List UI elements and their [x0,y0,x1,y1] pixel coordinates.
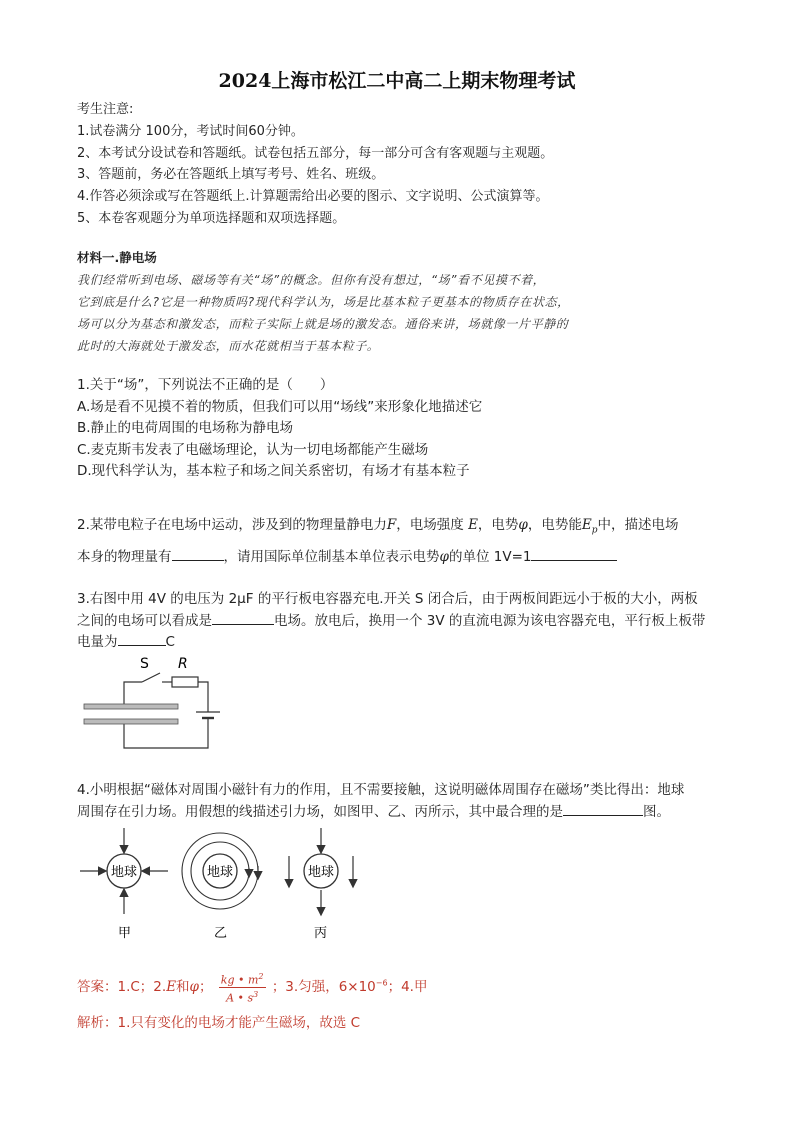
symbol-f: F [386,517,397,533]
switch-label: S [140,656,149,672]
diagram-yi [182,833,258,941]
analysis-line: 解析：1.只有变化的电场才能产生磁场，故选 C [77,1015,361,1031]
material-line-1: 我们经常听到电场、磁场等有关“场”的概念。但你有没有想过，“场”看不见摸不着， [77,273,546,287]
symbol-ep: E [581,517,592,533]
notice-item-4: 4.作答必须涂或写在答题纸上.计算题需给出必要的图示、文字说明、公式演算等。 [77,189,549,204]
notice-item-2: 2、本考试分设试卷和答题纸。试卷包括五部分，每一部分可含有客观题与主观题。 [77,146,554,161]
capacitor-top-plate [84,704,178,709]
answer-blank[interactable] [563,803,643,816]
capacitor-circuit-diagram [80,652,220,752]
q2-line-1: 2.某带电粒子在电场中运动，涉及到的物理量静电力F，电场强度 E，电势φ，电势能$E_p$中，描述电场 [77,517,679,536]
notice-item-3: 3、答题前，务必在答题纸上填写考号、姓名、班级。 [77,167,385,182]
answer-blank[interactable] [531,548,617,561]
q3-line-1: 3.右图中用 4V 的电压为 2μF 的平行板电容器充电.开关 S 闭合后，由于两板间距远小于板的大小，两板 [77,591,698,607]
resistor-icon [172,677,198,687]
q1-stem: 1.关于“场”，下列说法不正确的是（ ） [77,377,334,393]
q4-line-2: 周围存在引力场。用假想的线描述引力场，如图甲、乙、丙所示，其中最合理的是 图。 [77,804,670,820]
q3-line-2: 之间的电场可以看成是 电场。放电后，换用一个 3V 的直流电源为该电容器充电，平行板上板带 [77,613,706,629]
q2-line-2: 本身的物理量有 ，请用国际单位制基本单位表示电势φ的单位 1V=1 [77,548,617,565]
diagram-jia [80,828,168,941]
svg-text:地球: 地球 [307,865,335,880]
switch-icon [142,673,160,682]
diagram-label-jia: 甲 [118,926,132,941]
answer-blank[interactable] [212,612,274,625]
q1-option-d: D.现代科学认为，基本粒子和场之间关系密切，有场才有基本粒子 [77,463,470,479]
material-line-2: 它到底是什么?它是一种物质吗?现代科学认为，场是比基本粒子更基本的物质存在状态， [77,295,570,309]
diagram-label-yi: 乙 [214,926,228,941]
q1-option-c: C.麦克斯韦发表了电磁场理论，认为一切电场都能产生磁场 [77,442,429,458]
answer-blank[interactable] [172,548,224,561]
answer-blank[interactable] [118,633,166,646]
material-line-4: 此时的大海就处于激发态，而水花就相当于基本粒子。 [77,339,380,353]
gravity-field-diagrams [74,822,374,942]
q1-option-a: A.场是看不见摸不着的物质，但我们可以用“场线”来形象化地描述它 [77,399,483,415]
answer-line: 答案：1.C；2.E和φ； $\frac{kg • m^2}{A • s^3}$ ；3.匀强，$6\times 10^{-6}$；4.甲 [77,972,428,1005]
resistor-label: R [178,656,188,672]
unit-fraction: $\frac{kg • m^2}{A • s^3}$ [220,972,264,1005]
q4-line-1: 4.小明根据“磁体对周围小磁针有力的作用，且不需要接触，这说明磁体周围存在磁场”类比得出：地球 [77,782,685,798]
symbol-phi: φ [518,517,528,533]
material-line-3: 场可以分为基态和激发态，而粒子实际上就是场的激发态。通俗来讲，场就像一片平静的 [77,317,569,331]
svg-text:地球: 地球 [206,865,234,880]
capacitor-bottom-plate [84,719,178,724]
q3-line-3: 电量为 C [77,634,175,650]
notice-item-5: 5、本卷客观题分为单项选择题和双项选择题。 [77,211,346,226]
material-heading: 材料一.静电场 [77,250,157,265]
q1-option-b: B.静止的电荷周围的电场称为静电场 [77,420,294,436]
diagram-label-bing: 丙 [314,926,328,941]
svg-text:地球: 地球 [110,865,138,880]
page-title: 2024上海市松江二中高二上期末物理考试 [218,70,576,92]
notice-heading: 考生注意: [77,102,134,117]
symbol-e: E [468,517,478,533]
notice-item-1: 1.试卷满分 100分，考试时间60分钟。 [77,124,304,139]
diagram-bing [289,828,353,941]
